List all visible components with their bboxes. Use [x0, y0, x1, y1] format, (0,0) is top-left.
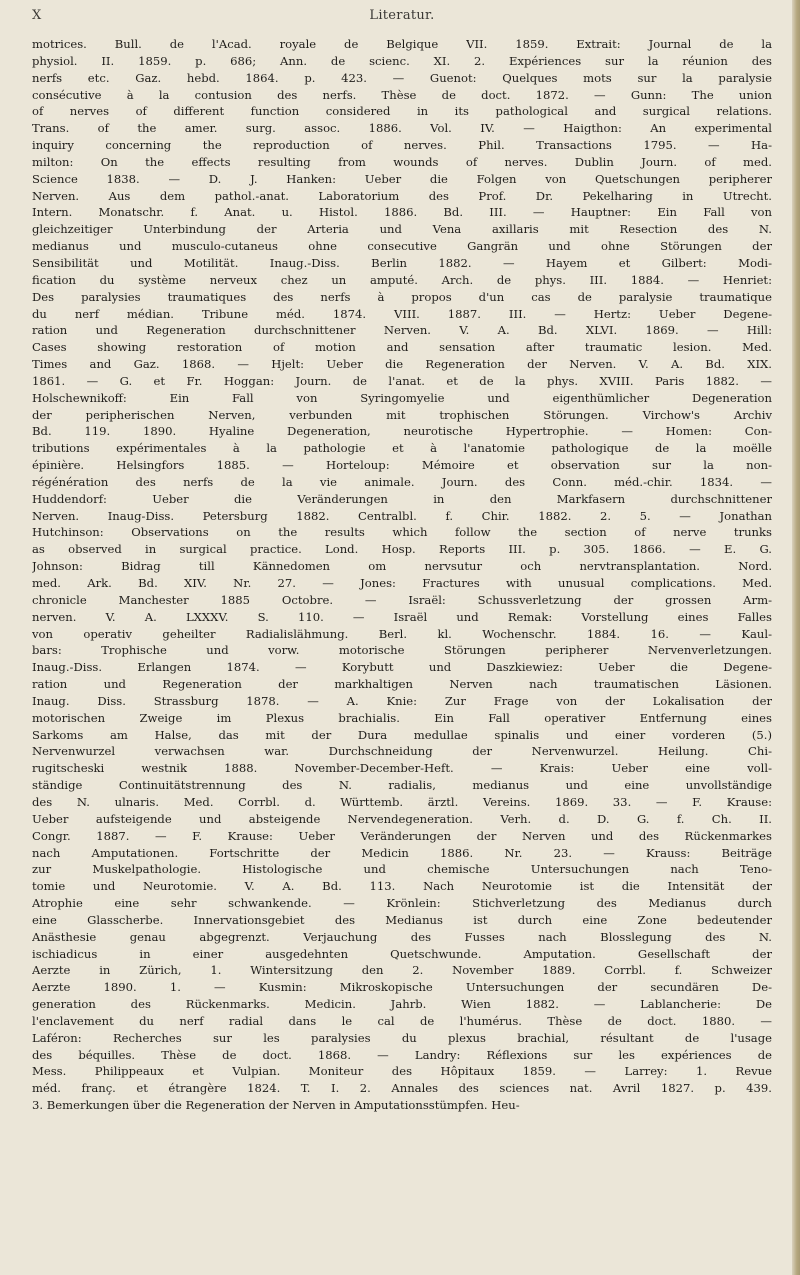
text-line: Holschewnikoff: Ein Fall von Syringomyelie und eigenthümlicher Degeneration [32, 390, 772, 405]
text-line: nerfs etc. Gaz. hebd. 1864. p. 423. — Guenot: Quelques mots sur la paralysie [32, 70, 772, 85]
text-line: Congr. 1887. — F. Krause: Ueber Veränderungen der Nerven und des Rückenmarkes [32, 828, 772, 843]
text-line: Nerven. Inaug-Diss. Petersburg 1882. Centralbl. f. Chir. 1882. 2. 5. — Jonathan [32, 508, 772, 523]
text-line: Anästhesie genau abgegrenzt. Verjauchung des Fusses nach Blosslegung des N. [32, 929, 772, 944]
text-line: Laféron: Recherches sur les paralysies du plexus brachial, résultant de l'usage [32, 1030, 772, 1045]
text-line: motrices. Bull. de l'Acad. royale de Belgique VII. 1859. Extrait: Journal de la [32, 37, 772, 51]
text-line: 3. Bemerkungen über die Regeneration der Nerven in Amputationsstümpfen. Heu- [32, 1098, 520, 1113]
text-line: Cases showing restoration of motion and sensation after traumatic lesion. Med. [32, 340, 772, 355]
page-number: X [32, 8, 42, 23]
text-line: Intern. Monatschr. f. Anat. u. Histol. 1886. Bd. III. — Hauptner: Ein Fall von [32, 205, 772, 220]
text-line: Bd. 119. 1890. Hyaline Degeneration, neurotische Hypertrophie. — Homen: Con- [32, 424, 772, 439]
text-line: Des paralysies traumatiques des nerfs à propos d'un cas de paralysie traumatique [32, 289, 772, 304]
text-line: physiol. II. 1859. p. 686; Ann. de scienc. XI. 2. Expériences sur la réunion des [32, 53, 772, 68]
text-line: medianus und musculo-cutaneus ohne consecutive Gangrän und ohne Störungen der [32, 239, 772, 254]
text-line: Times and Gaz. 1868. — Hjelt: Ueber die Regeneration der Nerven. V. A. Bd. XIX. [32, 357, 772, 372]
text-line: Johnson: Bidrag till Kännedomen om nervsutur och nervtransplantation. Nord. [32, 559, 772, 574]
text-line: Science 1838. — D. J. Hanken: Ueber die Folgen von Quetschungen peripherer [32, 171, 772, 186]
text-line: Ueber aufsteigende und absteigende Nervendegeneration. Verh. d. D. G. f. Ch. II. [32, 811, 772, 826]
text-line: inquiry concerning the reproduction of nerves. Phil. Transactions 1795. — Ha- [32, 138, 772, 153]
text-line: régénération des nerfs de la vie animale. Journ. des Conn. méd.-chir. 1834. — [32, 474, 772, 489]
text-line: as observed in surgical practice. Lond. Hosp. Reports III. p. 305. 1866. — E. G. [32, 542, 772, 557]
text-line: des béquilles. Thèse de doct. 1868. — Landry: Réflexions sur les expériences de [32, 1047, 772, 1062]
text-line: du nerf médian. Tribune méd. 1874. VIII. 1887. III. — Hertz: Ueber Degene- [32, 306, 772, 321]
text-line: med. Ark. Bd. XIV. Nr. 27. — Jones: Fractures with unusual complications. Med. [32, 576, 772, 590]
text-line: Trans. of the amer. surg. assoc. 1886. Vol. IV. — Haigthon: An experimental [32, 121, 772, 136]
text-line: ständige Continuitätstrennung des N. radialis, medianus und eine unvollständige [32, 778, 772, 793]
page-edge [792, 0, 800, 1275]
page-header [32, 6, 772, 28]
text-line: zur Muskelpathologie. Histologische und chemische Untersuchungen nach Teno- [32, 862, 772, 877]
text-line: Inaug. Diss. Strassburg 1878. — A. Knie: Zur Frage von der Lokalisation der [32, 693, 772, 708]
text-line: des N. ulnaris. Med. Corrbl. d. Württemb. ärztl. Vereins. 1869. 33. — F. Krause: [32, 794, 772, 809]
text-line: generation des Rückenmarks. Medicin. Jahrb. Wien 1882. — Lablancherie: De [32, 997, 772, 1012]
text-line: chronicle Manchester 1885 Octobre. — Israël: Schussverletzung der grossen Arm- [32, 592, 772, 607]
text-line: Atrophie eine sehr schwankende. — Krönlein: Stichverletzung des Medianus durch [32, 896, 772, 911]
text-line: der peripherischen Nerven, verbunden mit trophischen Störungen. Virchow's Archiv [32, 407, 772, 422]
text-line: 1861. — G. et Fr. Hoggan: Journ. de l'anat. et de la phys. XVIII. Paris 1882. — [32, 373, 772, 388]
text-line: Sarkoms am Halse, das mit der Dura medullae spinalis und einer vorderen (5.) [32, 727, 772, 742]
text-line: nach Amputationen. Fortschritte der Medicin 1886. Nr. 23. — Krauss: Beiträge [32, 845, 772, 860]
text-line: of nerves of different function considered in its pathological and surgical relations. [32, 104, 772, 119]
text-line: rugitscheski westnik 1888. November-December-Heft. — Krais: Ueber eine voll- [32, 761, 772, 776]
text-line: fication du système nerveux chez un amputé. Arch. de phys. III. 1884. — Henriet: [32, 272, 772, 287]
text-line: ischiadicus in einer ausgedehnten Quetschwunde. Amputation. Gesellschaft der [32, 946, 772, 961]
text-line: Nerven. Aus dem pathol.-anat. Laboratorium des Prof. Dr. Pekelharing in Utrecht. [32, 188, 772, 203]
text-line: gleichzeitiger Unterbindung der Arteria und Vena axillaris mit Resection des N. [32, 222, 772, 237]
text-line: eine Glasscherbe. Innervationsgebiet des Medianus ist durch eine Zone bedeutender [32, 912, 772, 927]
text-line: Aerzte in Zürich, 1. Wintersitzung den 2. November 1889. Corrbl. f. Schweizer [32, 963, 772, 978]
bibliography-text [32, 36, 772, 1114]
running-title: Literatur. [369, 8, 435, 23]
text-line: l'enclavement du nerf radial dans le cal de l'humérus. Thèse de doct. 1880. — [32, 1013, 772, 1028]
text-line: Nervenwurzel verwachsen war. Durchschneidung der Nervenwurzel. Heilung. Chi- [32, 744, 772, 759]
text-line: von operativ geheilter Radialislähmung. Berl. kl. Wochenschr. 1884. 16. — Kaul- [32, 626, 772, 641]
text-line: Inaug.-Diss. Erlangen 1874. — Korybutt und Daszkiewiez: Ueber die Degene- [32, 660, 772, 675]
text-line: ration und Regeneration durchschnittener Nerven. V. A. Bd. XLVI. 1869. — Hill: [32, 323, 772, 338]
text-line: motorischen Zweige im Plexus brachialis. Ein Fall operativer Entfernung eines [32, 710, 772, 725]
text-line: bars: Trophische und vorw. motorische Störungen peripherer Nervenverletzungen. [32, 643, 772, 658]
text-line: Aerzte 1890. 1. — Kusmin: Mikroskopische Untersuchungen der secundären De- [32, 980, 772, 995]
text-line: tributions expérimentales à la pathologie et à l'anatomie pathologique de la moëlle [32, 441, 772, 456]
text-line: épinière. Helsingfors 1885. — Horteloup: Mémoire et observation sur la non- [32, 458, 772, 473]
text-line: nerven. V. A. LXXXV. S. 110. — Israël und Remak: Vorstellung eines Falles [32, 609, 772, 624]
text-line: Sensibilität und Motilität. Inaug.-Diss. Berlin 1882. — Hayem et Gilbert: Modi- [32, 255, 772, 270]
text-line: tomie und Neurotomie. V. A. Bd. 113. Nach Neurotomie ist die Intensität der [32, 879, 772, 894]
text-line: Huddendorf: Ueber die Veränderungen in den Markfasern durchschnittener [32, 491, 772, 506]
text-line: méd. franç. et étrangère 1824. T. I. 2. Annales des sciences nat. Avril 1827. p. 439. [32, 1081, 772, 1096]
text-line: Hutchinson: Observations on the results which follow the section of nerve trunks [32, 525, 772, 540]
text-line: ration und Regeneration der markhaltigen Nerven nach traumatischen Läsionen. [32, 677, 772, 692]
text-line: Mess. Philippeaux et Vulpian. Moniteur des Hôpitaux 1859. — Larrey: 1. Revue [32, 1064, 772, 1079]
text-line: consécutive à la contusion des nerfs. Thèse de doct. 1872. — Gunn: The union [32, 87, 772, 102]
text-line: milton: On the effects resulting from wounds of nerves. Dublin Journ. of med. [32, 154, 772, 169]
